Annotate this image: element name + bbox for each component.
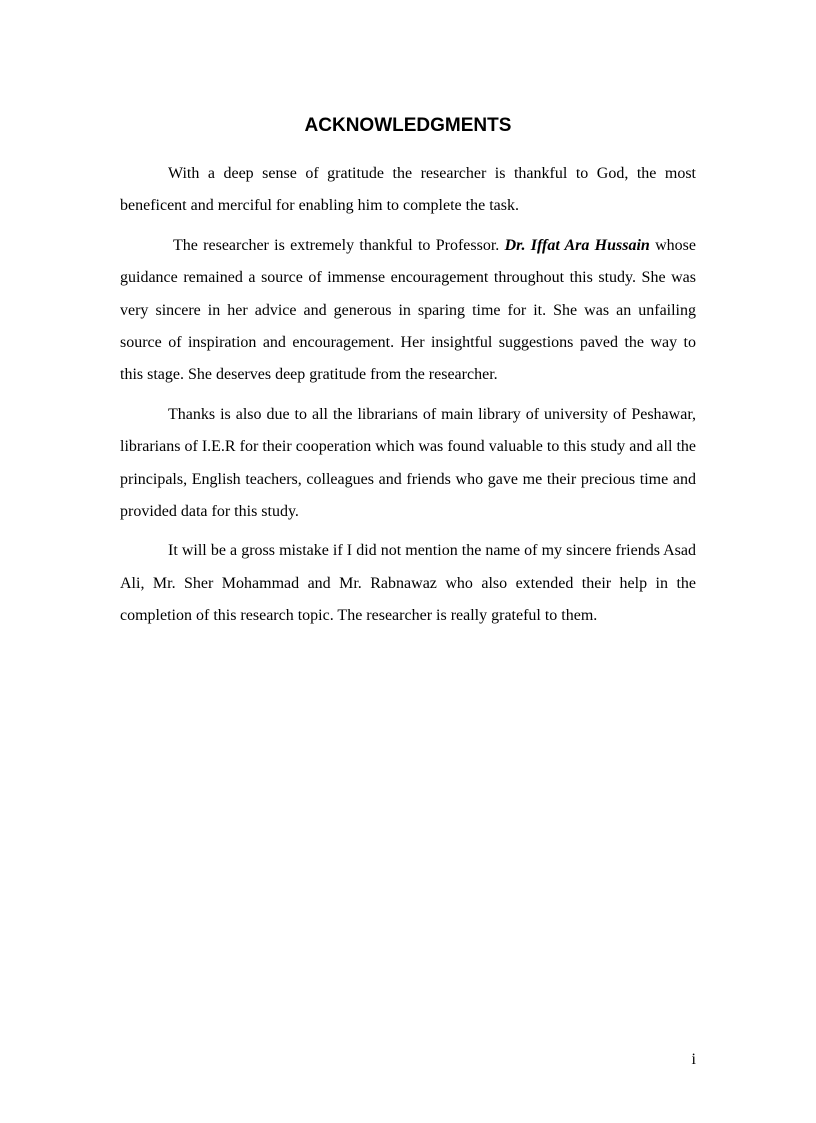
paragraph-friends: It will be a gross mistake if I did not mention the name of my sincere friends Asad Ali, Mr. Sher Mohammad and Mr. Rabnawaz who also extended their help in the completion of this research topic. The researcher is really grateful to them. (120, 542, 696, 625)
paragraph-supervisor-intro: The researcher is extremely thankful to Professor. (173, 236, 505, 254)
paragraph-supervisor-rest: whose guidance remained a source of immense encouragement throughout this study. She was very sincere in her advice and generous in sparing time for it. She was an unfailing source of inspiration and encouragement. Her insightful suggestions paved the way to this stage. She deserves deep gratitude from the researcher. (120, 236, 696, 384)
page-number: i (691, 1051, 696, 1068)
page-title: ACKNOWLEDGMENTS (304, 115, 512, 136)
paragraph-supervisor (120, 230, 696, 392)
paragraph-librarians: Thanks is also due to all the librarians of main library of university of Peshawar, librarians of I.E.R for their cooperation which was found valuable to this study and all the principals, English teachers, colleagues and friends who gave me their precious time and provided data for this study. (120, 405, 696, 521)
acknowledgment-body (120, 158, 696, 640)
supervisor-name: Dr. Iffat Ara Hussain (504, 236, 650, 254)
paragraph-gratitude-god: With a deep sense of gratitude the researcher is thankful to God, the most beneficent and merciful for enabling him to complete the task. (120, 165, 696, 215)
